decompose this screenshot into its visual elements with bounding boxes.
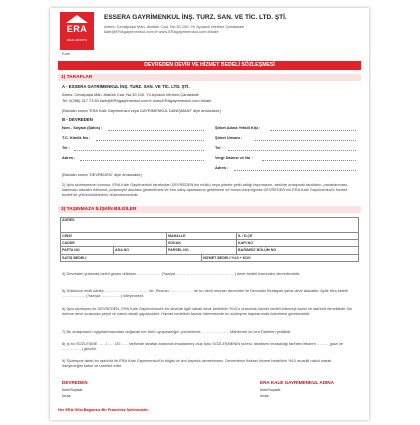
table-row [61, 218, 359, 233]
section-parties-heading: 1) TARAFLAR [58, 74, 361, 81]
company-name: ESSERA GAYRİMENKUL İNŞ. TURZ. SAN. VE TİC. LTD. ŞTİ. [104, 14, 287, 21]
company-address-field[interactable] [234, 170, 356, 171]
section-property-heading: 3) TAŞINMAZA İLİŞKİN BİLGİLER [58, 206, 361, 213]
parcel-no-cell[interactable]: PARSEL NO [167, 247, 237, 254]
neighborhood-cell[interactable]: MAHALLE [167, 233, 237, 240]
authorized-person-field[interactable] [270, 130, 356, 131]
type-cell[interactable]: CİNSİ [61, 233, 167, 240]
transferor-signature-title: DEVREDEN [62, 380, 88, 385]
sheet-no-cell[interactable]: PAFTA NO [61, 247, 114, 254]
table-row [61, 233, 359, 240]
block-no-cell[interactable]: ADA NO [114, 247, 167, 254]
table-row [61, 247, 359, 254]
company-title-label: Şirket Unvanı : [215, 135, 243, 140]
phone-field[interactable] [74, 150, 204, 151]
name-field-label: İsim - Soyadı (Şahıs) : [62, 125, 103, 130]
table-row [61, 240, 359, 247]
clause-8: 8) İş bu SÖZLEŞME ……/……/20…… tarihinde taraflar arasında imzalanmış olup İşbu SÖZLEŞMENİN süresi, tarafların imzaladığı tarihten itibaren ……… (yazı ile ……………) gündür. [62, 341, 344, 351]
avenue-cell[interactable]: SOKAK [167, 240, 237, 247]
phone-field-label: Tel : [62, 145, 70, 150]
party-a-label: A - ESSERA GAYRİMENKUL İNŞ. TURZ. SAN. VE TİC. LTD. ŞTİ. [62, 84, 190, 89]
clause-7: 7) Bu anlaşmanın uygulanmasından doğacak her türlü uyuşmazlığın çözümünde ………………… Mahkeme ve İcra Daireleri yetkilidir. [62, 329, 292, 334]
table-row [61, 254, 359, 261]
document-title: DEVREDEN DEVİR VE HİZMET BEDELİ SÖZLEŞMESİ [58, 61, 361, 70]
party-b-label: B - DEVREDEN [62, 117, 93, 122]
unit-no-cell[interactable]: BAĞIMSIZ BÖLÜM NO [237, 247, 359, 254]
address-line: Adres: Cevatpaşa Mah. Atatürk Cad. No:30 100. Yıl Ayvacık Merkez Çanakkale [104, 24, 245, 29]
province-cell[interactable]: İL / İLÇE [237, 233, 359, 240]
clause-6: 6) İşbu sözleşme ile DEVREDEN, ERA Kale Gayrimenkul'e bu devirde ilgili olarak devir bedelinin %10'u oranında hizmet bedeli ödemeyi kabul ve taahhüt etmektedir. Bu ödeme devir sırasında peşin ve nakdi olarak yapılacaktır. Hizmet bedelinin faizsiz ödemesinde bu sözleşme kapsamında ödenmesi gerekecektir. [62, 306, 352, 316]
party-a-contact: Tel: 0(286) 317 73 83 kale@ERAgayrimenkul.com.tr www.ERAgayrimenkul.com.tr/kale [62, 98, 212, 103]
party-b-note: (Bundan sonra "DEVREDEN" diye anılacaktır.) [62, 172, 143, 177]
address-cell[interactable]: ADRES [61, 218, 359, 233]
address-field[interactable] [80, 160, 204, 161]
party-a-note: (Bundan sonra "ERA Kale Gayrimenkul veya GAYRİMENKUL DANIŞMANI" diye anılacaktır.) [62, 108, 222, 113]
name-field[interactable] [108, 130, 204, 131]
logo-caption: Kale [62, 51, 71, 56]
clause-9: 9) Sözleşme tarafı bu taahhüt ile ERA Kale Gayrimenkul'ün bilgisi ve izni dışında devredemez. Devredenin fiziksel hizmet bedelinin %10 muadili nakdi olarak ödeyeceğini kabul ve taahhüt eder. [62, 358, 332, 368]
transferor-signature-label: İmza: [62, 393, 72, 398]
tc-field-label: T.C. Kimlik No : [62, 135, 91, 140]
transferor-name-label: İsim/Soyadı: [62, 387, 84, 392]
company-phone-label: Tel : [215, 145, 223, 150]
contract-page [50, 8, 369, 420]
logo-text: ERA [66, 24, 88, 34]
sale-price-cell[interactable]: SATIŞ BEDELİ [61, 254, 202, 261]
tax-office-field[interactable] [262, 160, 356, 161]
property-info-table [60, 217, 359, 262]
clause-4: 4) Devreden yukarıda belirli geçen dükkanı ……………… (Yazıyla ………………………………………) devir bedeli üzerinden devredecektir. [62, 271, 301, 276]
party-a-address: Adres: Cevatpaşa Mah. Atatürk Cad. No:30 100. Yıl Ayvacık Merkez-Çanakkale [62, 92, 199, 97]
service-fee-cell[interactable]: HİZMET BEDELİ %10 + KDV: [201, 254, 358, 261]
subject-clause: 2) İşbu sözleşmenin konusu; ERA Kale Gayrimenkul tarafından DEVREDEN'nin mülkü veya şirkete yetki aldığı taşınmazın, sektöre anlaşmalı tarafların, pazarlanması, satılması alacaklı edilmesi, potansiyel alıcılara gösterilmesi ve tüm satış aşamasına getirilmesi ve bunun karşılığında DEVREDEN'nin ERA Kale Gayrimenkul'e hizmet bedeli ile yükümlülüklerinin düzenlenmesidir. [62, 182, 348, 197]
logo-subtext: REAL ESTATE [67, 38, 87, 42]
clause-5: 5) Dükkanın mülk sahibi …………………………… 'dır. Kiracısı ……………… ile bu devir sonrası devreden ile Devralan Kiralayan şahsi devir alacaktır. Aylık Kira bedeli ……………… (Yazıyla ……………) ödeyecektir. [62, 288, 349, 298]
agency-signature-title: ERA KALE GAYRİMENKUL ADINA [260, 380, 334, 385]
tax-office-label: Vergi Dairesi ve No : [215, 155, 253, 160]
contact-line: kale@ERAgayrimenkul.com.tr www.ERAgayrimenkul.com.tr/kale [104, 29, 219, 34]
roof-icon [66, 15, 88, 23]
company-title-field[interactable] [255, 140, 356, 141]
tc-field[interactable] [96, 140, 204, 141]
company-address-label: Adres : [215, 165, 229, 170]
street-cell[interactable]: CADDE [61, 240, 167, 247]
authorized-person-label: Şirket Adına Yetkili Kişi : [215, 125, 261, 130]
franchise-footer: Her ERA Ofisi Bağımsız Bir Franchise İşletmesidir. [58, 408, 149, 412]
agency-name-label: İsim/Soyadı: [260, 387, 282, 392]
door-no-cell[interactable]: KAPI NO [237, 240, 359, 247]
company-address [104, 24, 359, 34]
document-header [50, 8, 369, 60]
address-field-label: Adres : [62, 155, 76, 160]
era-logo [60, 12, 94, 50]
company-phone-field[interactable] [228, 150, 356, 151]
agency-signature-label: İmza: [260, 393, 270, 398]
